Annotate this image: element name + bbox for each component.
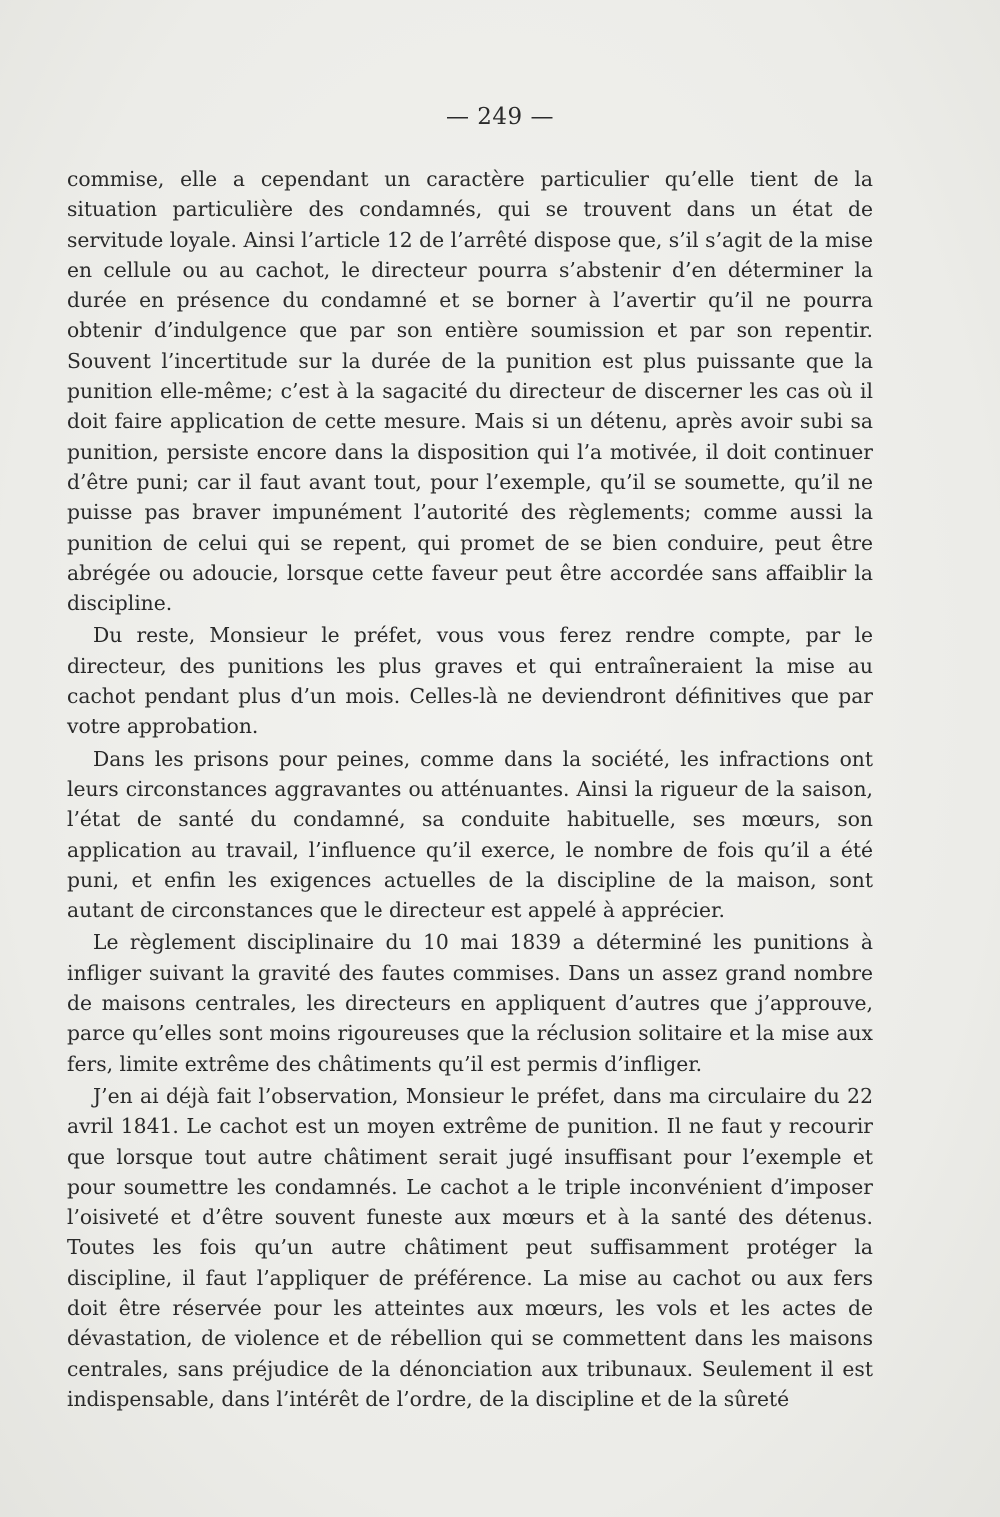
paragraph: Le règlement disciplinaire du 10 mai 1839 a déterminé les punitions à infliger suivant la gravité des fautes commises. Dans un assez grand nombre de maisons centrales, les directeurs en appliquent d’autres que j’approuve, parce qu’elles sont moins rigoureuses que la réclusion solitaire et la mise aux fers, limite extrême des châtiments qu’il est permis d’infliger. (67, 930, 873, 1076)
paragraph: J’en ai déjà fait l’observation, Monsieur le préfet, dans ma circulaire du 22 avril 1841. Le cachot est un moyen extrême de punition. Il ne faut y recourir que lorsque tout autre châtiment serait jugé insuffisant pour l’exemple et pour soumettre les condamnés. Le cachot a le triple inconvénient d’imposer l’oisiveté et d’être souvent funeste aux mœurs et à la santé des détenus. Toutes les fois qu’un autre châtiment peut suffisamment protéger la discipline, il faut l’appliquer de préférence. La mise au cachot ou aux fers doit être réservée pour les atteintes aux mœurs, les vols et les actes de dévastation, de violence et de rébellion qui se commettent dans les maisons centrales, sans préjudice de la dénonciation aux tribunaux. Seulement il est indispensable, dans l’intérêt de l’ordre, de la discipline et de la sûreté (67, 1083, 873, 1411)
paragraph-continuation: commise, elle a cependant un caractère particulier qu’elle tient de la situation particulière des condamnés, qui se trouvent dans un état de servitude loyale. Ainsi l’article 12 de l’arrêté dispose que, s’il s’agit de la mise en cellule ou au cachot, le directeur pourra s’abstenir d’en déterminer la durée en présence du condamné et se borner à l’avertir qu’il ne pourra obtenir d’indulgence que par son entière soumission et par son repentir. Souvent l’incertitude sur la durée de la punition est plus puissante que la punition elle-même; c’est à la sagacité du directeur de discerner les cas où il doit faire application de cette mesure. Mais si un détenu, après avoir subi sa punition, persiste encore dans la disposition qui l’a motivée, il doit continuer d’être puni; car il faut avant tout, pour l’exemple, qu’il se soumette, qu’il ne puisse pas braver impunément l’autorité des règlements; comme aussi la punition de celui qui se repent, qui promet de se bien conduire, peut être abrégée ou adoucie, lorsque cette faveur peut être accordée sans affaiblir la discipline. (67, 167, 873, 616)
paragraph: Du reste, Monsieur le préfet, vous vous ferez rendre compte, par le directeur, des punitions les plus graves et qui entraîneraient la mise au cachot pendant plus d’un mois. Celles-là ne deviendront définitives que par votre approbation. (67, 623, 873, 739)
body-text (67, 164, 873, 1414)
page-number: — 249 — (445, 104, 555, 130)
paragraph: Dans les prisons pour peines, comme dans la société, les infractions ont leurs circonstances aggravantes ou atténuantes. Ainsi la rigueur de la saison, l’état de santé du condamné, sa conduite habituelle, ses mœurs, son application au travail, l’influence qu’il exerce, le nombre de fois qu’il a été puni, et enfin les exigences actuelles de la discipline de la maison, sont autant de circonstances que le directeur est appelé à apprécier. (67, 746, 873, 923)
